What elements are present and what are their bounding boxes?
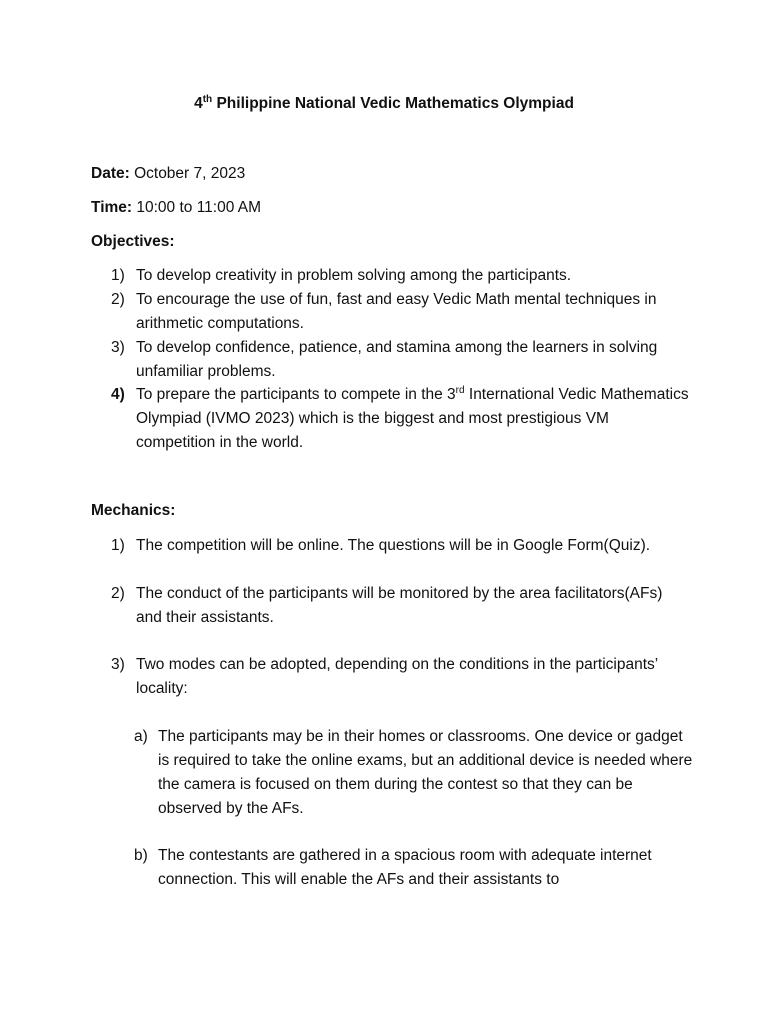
title-text: Philippine National Vedic Mathematics Olympiad bbox=[216, 95, 574, 112]
mode-letter: b) bbox=[134, 847, 148, 864]
mechanics-item bbox=[111, 534, 691, 558]
ordinal-suffix: rd bbox=[455, 385, 465, 396]
mechanics-text: The conduct of the participants will be monitored by the area facilitators(AFs) and their assistants. bbox=[136, 585, 663, 626]
objective-number: 4) bbox=[111, 386, 125, 403]
mechanics-text: The competition will be online. The questions will be in Google Form(Quiz). bbox=[136, 537, 651, 554]
mechanics-heading: Mechanics: bbox=[91, 502, 176, 519]
objectives-heading: Objectives: bbox=[91, 233, 175, 250]
objective-text: To encourage the use of fun, fast and easy Vedic Math mental techniques in arithmetic computations. bbox=[136, 291, 657, 332]
objective-item bbox=[111, 336, 691, 384]
mode-text: The participants may be in their homes or classrooms. One device or gadget is required to take the online exams, but an additional device is needed where the camera is focused on them during the contest so that they can be observed by the AFs. bbox=[158, 728, 693, 817]
objective-number: 1) bbox=[111, 267, 125, 284]
title-ordinal: 4 bbox=[194, 95, 203, 112]
objective-item bbox=[111, 288, 691, 336]
mode-text: The contestants are gathered in a spacious room with adequate internet connection. This will enable the AFs and their assistants to bbox=[158, 847, 652, 888]
objective-number: 2) bbox=[111, 291, 125, 308]
time-value: 10:00 to 11:00 AM bbox=[136, 199, 262, 216]
mode-item bbox=[134, 844, 694, 892]
mechanics-number: 3) bbox=[111, 656, 125, 673]
time-line bbox=[91, 196, 261, 220]
objective-text-part: International Vedic Mathematics Olympiad (IVMO 2023) which is the biggest and most prestigious VM competition in the world. bbox=[136, 386, 689, 451]
objective-item bbox=[111, 264, 691, 288]
mechanics-number: 2) bbox=[111, 585, 125, 602]
objective-text: To develop confidence, patience, and stamina among the learners in solving unfamiliar problems. bbox=[136, 339, 658, 380]
objective-text-part: To prepare the participants to compete in the 3 bbox=[136, 386, 456, 403]
time-label: Time: bbox=[91, 199, 133, 216]
date-line bbox=[91, 162, 245, 186]
objective-text bbox=[136, 383, 691, 455]
objective-item bbox=[111, 383, 691, 455]
page-title bbox=[0, 92, 768, 116]
mode-letter: a) bbox=[134, 728, 148, 745]
date-value: October 7, 2023 bbox=[134, 165, 246, 182]
mode-item bbox=[134, 725, 694, 821]
mechanics-item bbox=[111, 582, 691, 630]
mechanics-item bbox=[111, 653, 691, 701]
title-ordinal-suffix: th bbox=[202, 94, 213, 105]
mechanics-number: 1) bbox=[111, 537, 125, 554]
objective-text: To develop creativity in problem solving among the participants. bbox=[136, 267, 572, 284]
date-label: Date: bbox=[91, 165, 130, 182]
mechanics-text: Two modes can be adopted, depending on the conditions in the participants’ locality: bbox=[136, 656, 658, 697]
objective-number: 3) bbox=[111, 339, 125, 356]
